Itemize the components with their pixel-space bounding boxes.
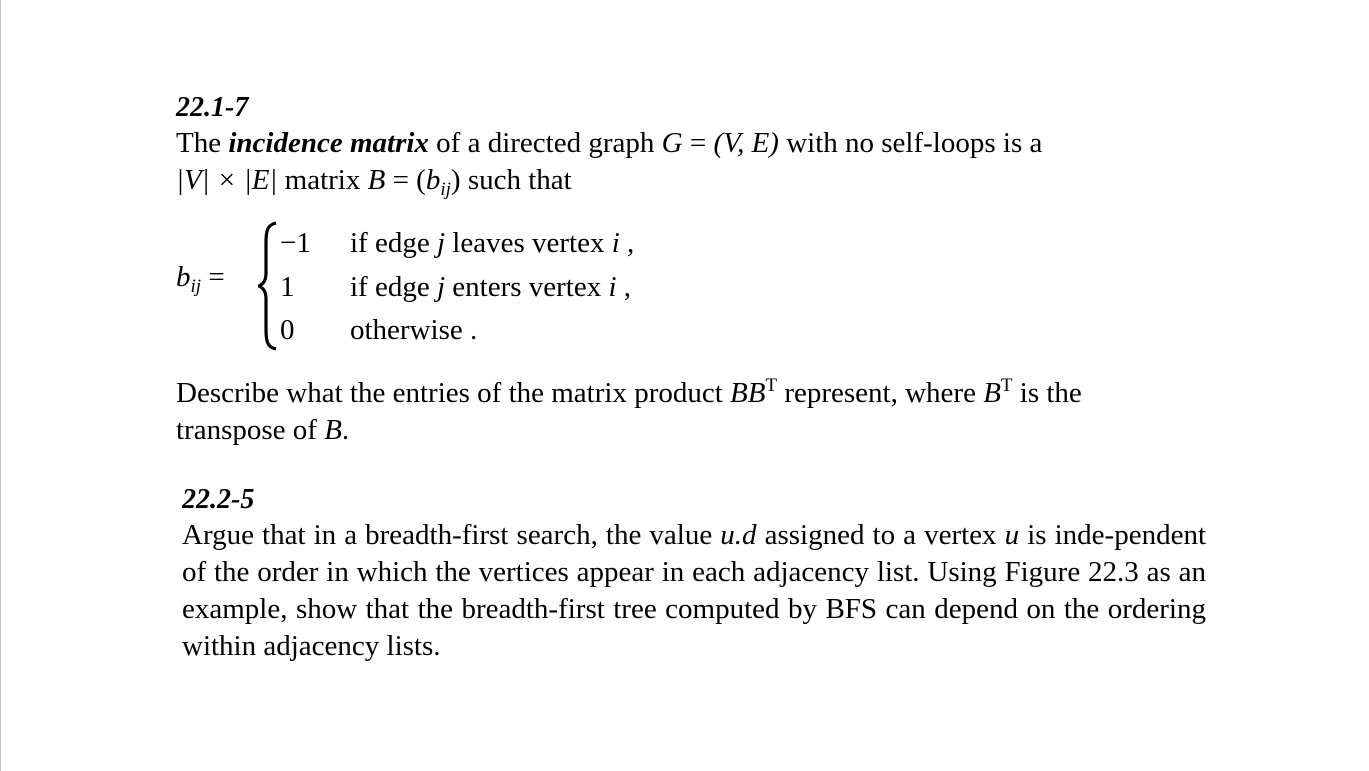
exercise-number: 22.2-5 xyxy=(182,484,255,515)
exercise-question: Describe what the entries of the matrix product $BB^T$ represent, where $B^T$ is the transpose of B. xyxy=(176,375,1082,446)
case-condition: if edge j enters vertex i , xyxy=(350,271,632,303)
case-condition: otherwise . xyxy=(350,314,478,346)
page-edge xyxy=(0,0,1,771)
exercise-22-1-7 xyxy=(176,93,1208,449)
exercise-body: Argue that in a breadth-first search, the value u.d assigned to a vertex u is inde-pendent of the order in which the vertices appear in each adjacency list. Using Figure 22.3 as an example, show that the breadth-first tree computed by BFS can depend on the ordering within adjacency lists. xyxy=(182,519,1207,662)
left-brace-icon xyxy=(258,221,278,351)
term-incidence-matrix: incidence matrix xyxy=(228,127,429,159)
incidence-definition xyxy=(176,221,1208,351)
case-value: 1 xyxy=(280,271,295,303)
case-value: −1 xyxy=(280,227,311,259)
exercise-intro: The incidence matrix of a directed graph G = (V, E) with no self-loops is a |V| × |E| matrix $B = (b_{ij})$ such that xyxy=(176,127,1043,200)
definition-lhs: $b_{ij}$ = xyxy=(176,261,225,297)
case-condition: if edge j leaves vertex i , xyxy=(350,227,635,259)
exercise-number: 22.1-7 xyxy=(176,92,249,123)
exercise-22-2-5 xyxy=(182,485,1206,665)
case-value: 0 xyxy=(280,314,295,346)
